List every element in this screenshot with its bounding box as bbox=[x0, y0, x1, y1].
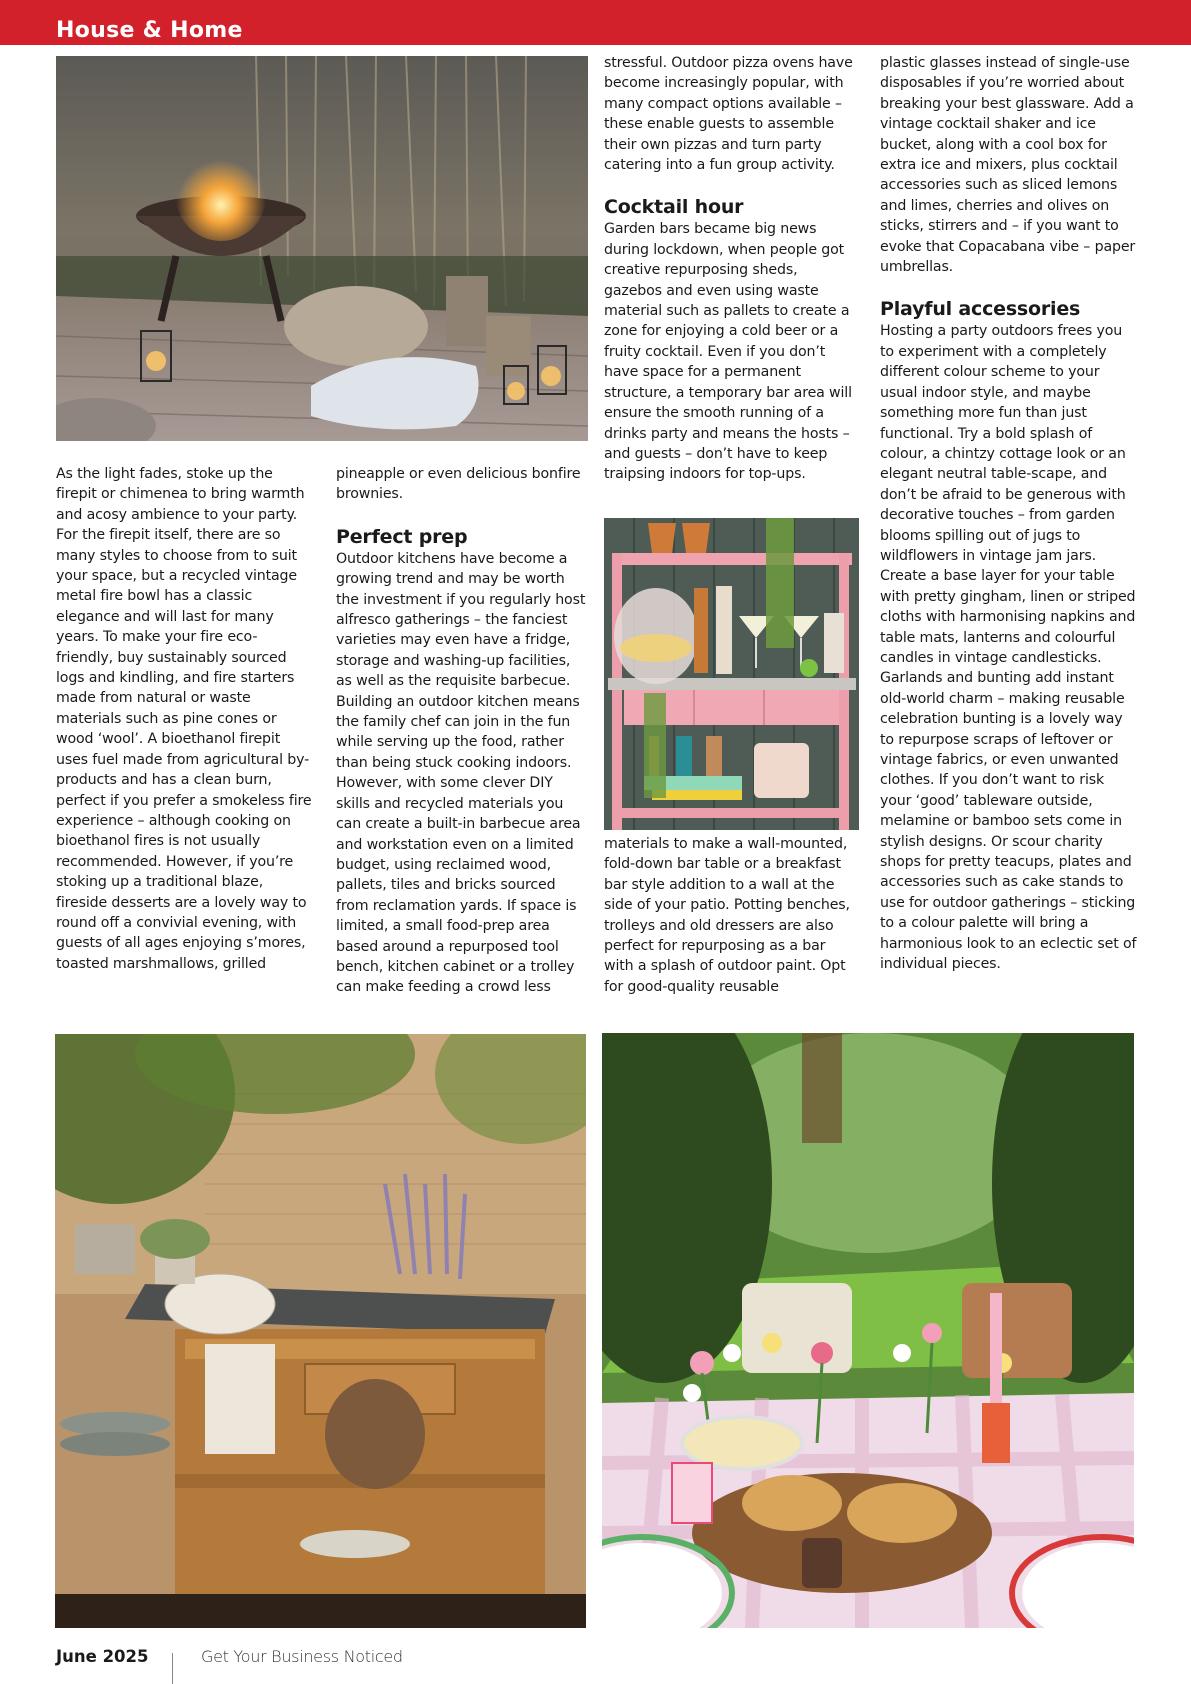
subheading-playful-accessories: Playful accessories bbox=[880, 298, 1081, 321]
paragraph: materials to make a wall-mounted, fold-down bar table or a breakfast bar style addition to a wall at the side of your patio. Potting benches, trolleys and old dressers are also perfect for repurposing as a bar with a splash of outdoor paint. Opt for good-quality reusable bbox=[604, 836, 850, 995]
paragraph: As the light fades, stoke up the firepit or chimenea to bring warmth and acosy ambience to your party. bbox=[56, 466, 305, 523]
article-column-3 bbox=[604, 53, 859, 485]
outdoor-kitchen-photo bbox=[55, 1034, 586, 1628]
paragraph: stressful. Outdoor pizza ovens have become increasingly popular, with many compact options available – these enable guests to assemble their own pizzas and turn party catering into a fun group activity. bbox=[604, 55, 853, 174]
firepit-photo bbox=[56, 56, 588, 441]
paragraph: Outdoor kitchens have become a growing trend and may be worth the investment if you regularly host alfresco gatherings – the fanciest varieties may even have a fridge, storage and washing-up facilities, as well as the requisite barbecue. Building an outdoor kitchen means the family chef can join in the fun while serving up the food, rather than being stuck cooking indoors. However, with some clever DIY skills and recycled materials you can create a built-in barbecue area and workstation even on a limited budget, using reclaimed wood, pallets, tiles and bricks sourced from reclamation yards. If space is limited, a small food-prep area based around a repurposed tool bench, kitchen cabinet or a trolley can make feeding a crowd less bbox=[336, 550, 586, 996]
footer-divider bbox=[172, 1653, 173, 1684]
section-title: House & Home bbox=[56, 18, 243, 43]
issue-date: June 2025 bbox=[56, 1647, 149, 1666]
article-column-1 bbox=[56, 464, 314, 974]
paragraph: plastic glasses instead of single-use disposables if you’re worried about breaking your best glassware. Add a vintage cocktail shaker and ice bucket, along with a cool box for extra ice and mixers, plus cocktail accessories such as sliced lemons and limes, cherries and olives on sticks, stirrers and – if you want to evoke that Copacabana vibe – paper umbrellas. bbox=[880, 55, 1136, 276]
article-column-2 bbox=[336, 464, 588, 998]
article-column-4 bbox=[880, 53, 1138, 974]
publication-tagline: Get Your Business Noticed bbox=[201, 1647, 403, 1666]
garden-bar-photo bbox=[604, 518, 859, 830]
article-column-3-continued bbox=[604, 834, 859, 997]
paragraph: pineapple or even delicious bonfire brownies. bbox=[336, 466, 581, 503]
paragraph: For the firepit itself, there are so many styles to choose from to suit your space, but a recycled vintage metal fire bowl has a classic elegance and will last for many years. To make your fire eco-friendly, buy sustainably sourced logs and kindling, and fire starters made from natural or waste materials such as pine cones or wood ‘wool’. A bioethanol firepit uses fuel made from agricultural by-products and has a clean burn, perfect if you prefer a smokeless fire experience – although cooking on bioethanol fires is not usually recommended. However, if you’re stoking up a traditional blaze, fireside desserts are a lovely way to round off a convivial evening, with guests of all ages enjoying s’mores, toasted marshmallows, grilled bbox=[56, 527, 312, 972]
paragraph: Hosting a party outdoors frees you to experiment with a completely different colour scheme to your usual indoor style, and maybe something more fun than just functional. Try a bold splash of colour, a chintzy cottage look or an elegant neutral table-scape, and don’t be afraid to be generous with decorative touches – from garden blooms spilling out of jugs to wildflowers in vintage jam jars. Create a base layer for your table with pretty gingham, linen or striped cloths with harmonising napkins and table mats, lanterns and colourful candles in vintage candlesticks. Garlands and bunting add instant old-world charm – making reusable celebration bunting is a lovely way to repurpose scraps of leftover or vintage fabrics, or even unwanted clothes. If you don’t want to risk your ‘good’ tableware outside, melamine or bamboo sets come in stylish designs. Or scour charity shops for pretty teacups, plates and accessories such as cake stands to use for outdoor gatherings – sticking to a colour palette will bring a harmonious look to an eclectic set of individual pieces. bbox=[880, 323, 1137, 973]
subheading-cocktail-hour: Cocktail hour bbox=[604, 196, 744, 219]
subheading-perfect-prep: Perfect prep bbox=[336, 525, 468, 548]
paragraph: Garden bars became big news during lockdown, when people got creative repurposing sheds, gazebos and even using waste material such as pallets to create a zone for enjoying a cold beer or a fruity cocktail. Even if you don’t have space for a permanent structure, a temporary bar area will ensure the smooth running of a drinks party and means the hosts – and guests – don’t have to keep traipsing indoors for top-ups. bbox=[604, 221, 852, 483]
garden-table-photo bbox=[602, 1033, 1134, 1628]
